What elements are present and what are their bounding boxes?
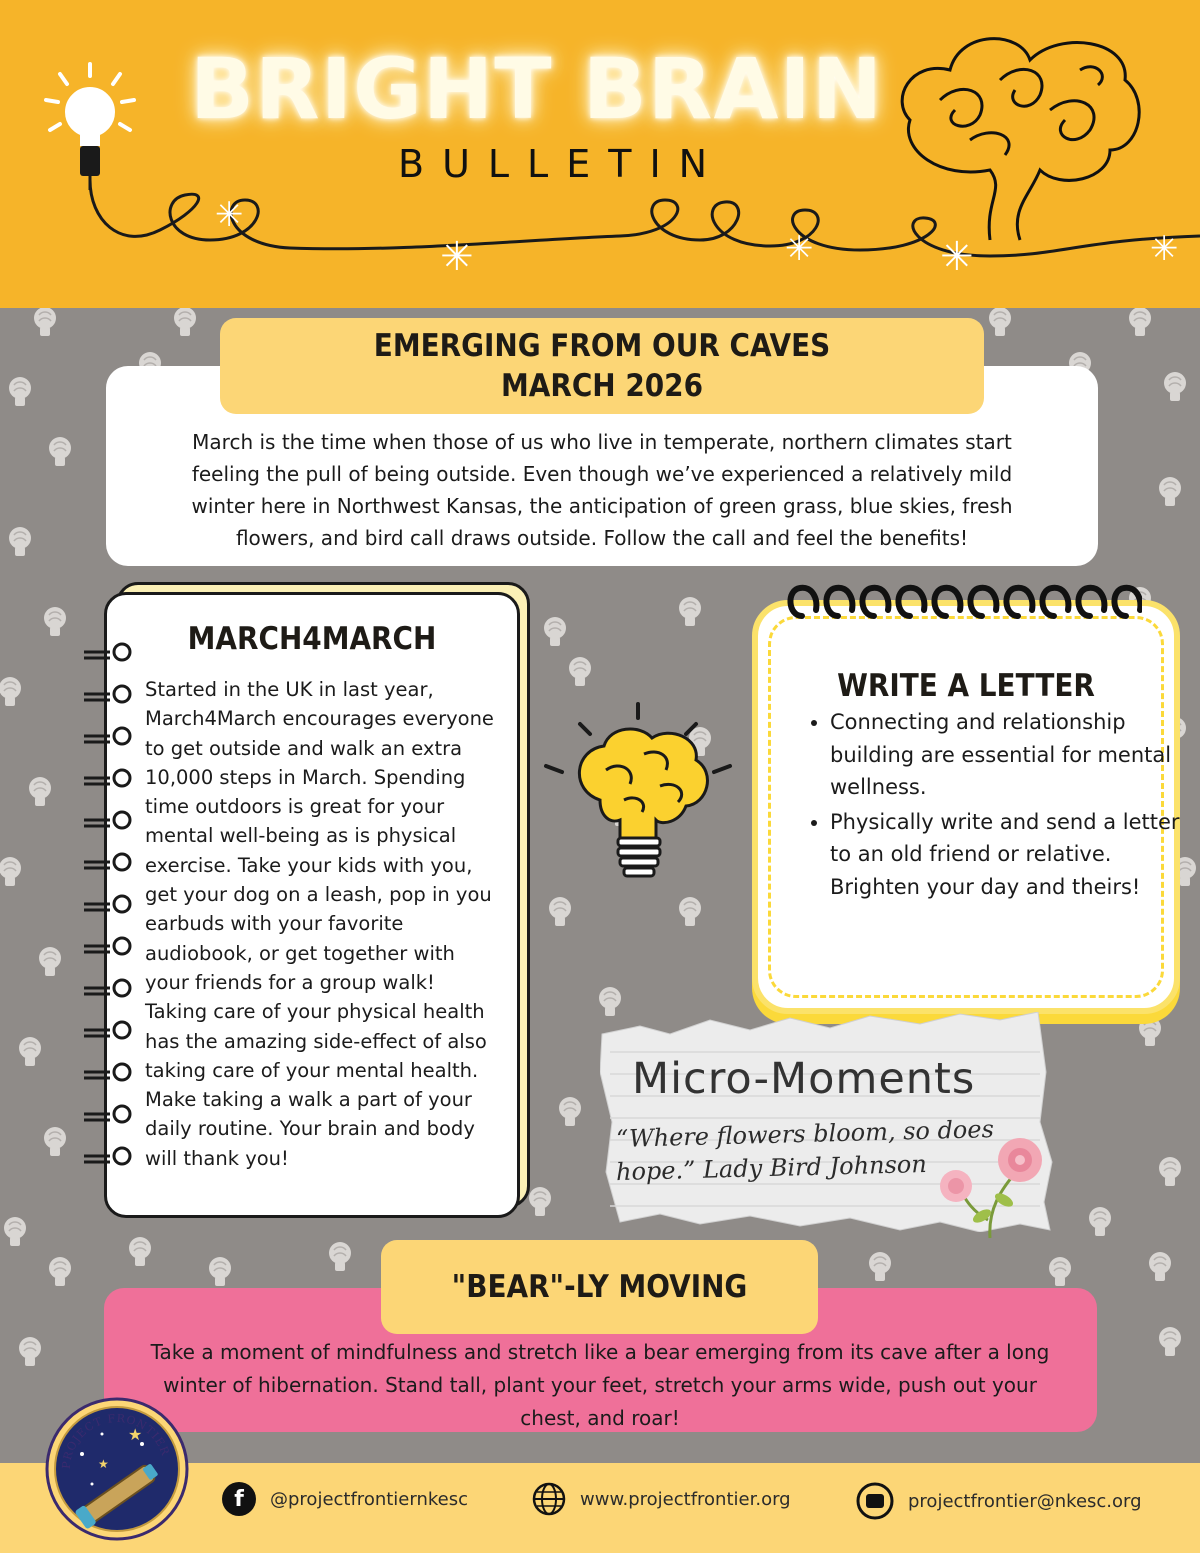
logo-text: PROJECT FRONTIER [59,1411,172,1470]
bear-body: Take a moment of mindfulness and stretch like a bear emerging from its cave after a long winter of hibernation. Stand tall, plant your feet, stretch your arms wide, push out your chest, and roar! [150,1340,1050,1430]
svg-text:★: ★ [98,1457,109,1471]
svg-text:★: ★ [128,1425,143,1444]
website-url: www.projectfrontier.org [580,1488,791,1510]
bulletin-subtitle: BULLETIN [398,142,726,186]
brain-doodle-icon [880,20,1160,250]
facebook-link[interactable] [222,1482,468,1516]
march4march-heading: MARCH4MARCH [187,621,437,657]
svg-text:✳: ✳ [1150,229,1179,269]
svg-text:✳: ✳ [440,234,474,280]
write-letter-heading: WRITE A LETTER [837,668,1095,704]
email-link[interactable] [856,1482,1142,1520]
list-item: • Connecting and relationship building are essential for mental wellness. [830,706,1190,804]
rose-flowers-icon [930,1130,1060,1240]
project-frontier-logo [42,1394,192,1544]
svg-text:✳: ✳ [785,229,814,269]
website-link[interactable] [532,1482,791,1516]
svg-text:✳: ✳ [940,234,974,280]
brain-bulb-icon [540,700,740,890]
header-banner [0,0,1200,308]
bulletin-title: BRIGHT BRAIN [190,40,884,138]
svg-text:✳: ✳ [215,195,244,235]
write-letter-card [752,600,1180,1014]
intro-heading-line2: MARCH 2026 [501,368,703,404]
facebook-handle: @projectfrontiernkesc [270,1488,468,1510]
email-address: projectfrontier@nkesc.org [908,1490,1142,1512]
bear-heading: "BEAR"-LY MOVING [451,1269,748,1305]
intro-heading-pill [220,318,984,414]
notebook-rings [80,640,136,1180]
micro-moments-quote-line2: hope.” Lady Bird Johnson [615,1149,928,1187]
intro-body: March is the time when those of us who live in temperate, northern climates start feeling the pull of being outside. Even though we’ve experienced a relatively mild winter here in Northwest Kansas, the anticipation of green grass, blue skies, fresh flowers, and bird call draws outside. Follow the call and feel the benefits! [191,430,1013,550]
march4march-notebook [104,592,520,1218]
micro-moments-quote-line1: “Where flowers bloom, so does [615,1115,995,1153]
micro-moments-heading: Micro-Moments [632,1054,976,1104]
notepad-spirals [782,576,1142,636]
march4march-body: Started in the UK in last year, March4March encourages everyone to get outside and walk an extra 10,000 steps in March. Spending time outdoors is great for your mental well-being as is physical exercise. Take your kids with you, get your dog on a leash, pop in you earbuds with your favorite audiobook, or get together with your friends for a group walk! Taking care of your physical health has the amazing side-effect of also taking care of your mental health. Make taking a walk a part of your daily routine. Your brain and body will thank you! [145,678,494,1170]
list-item: • Physically write and send a letter to an old friend or relative. Brighten your day and theirs! [830,806,1190,904]
bear-heading-pill [381,1240,818,1334]
intro-heading-line1: EMERGING FROM OUR CAVES [373,328,831,364]
write-letter-list [782,706,1190,903]
globe-icon [532,1482,566,1516]
facebook-icon: f [222,1482,256,1516]
email-icon [856,1482,894,1520]
